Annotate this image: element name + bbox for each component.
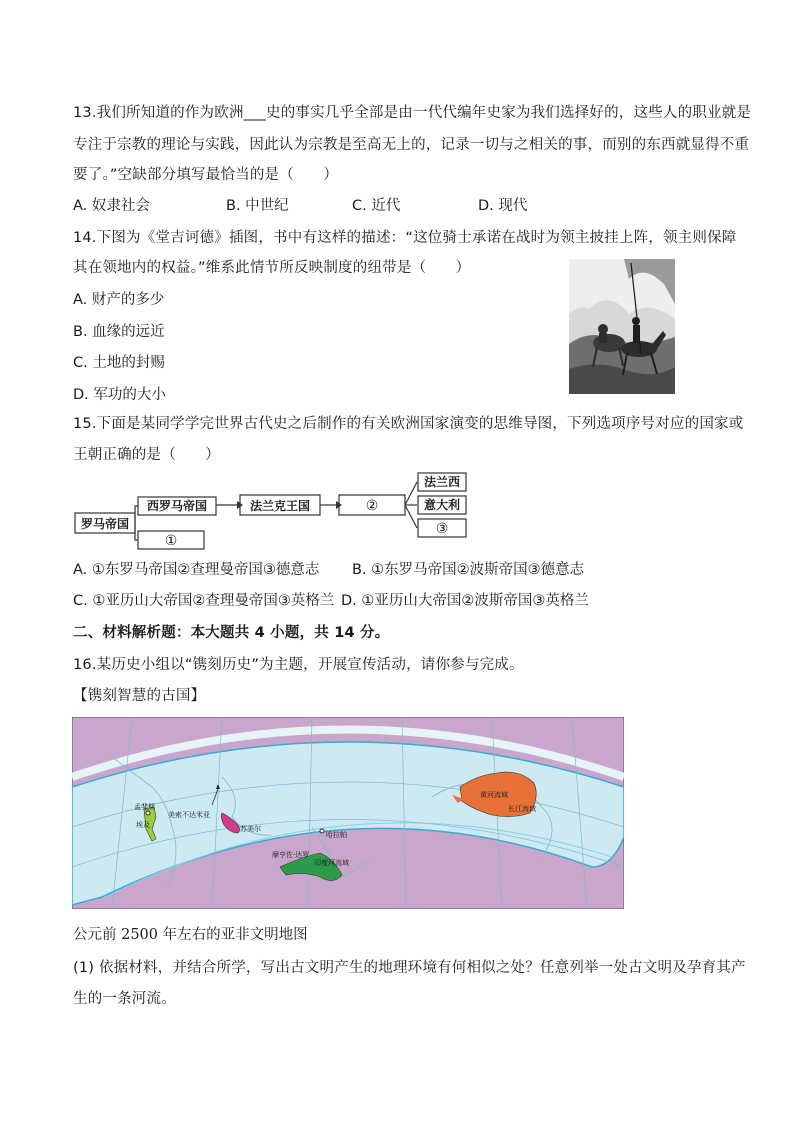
- q13-option-a[interactable]: A. 奴隶社会: [73, 198, 150, 214]
- mindmap-blank-1: ①: [164, 533, 178, 549]
- mindmap-france: 法兰西: [423, 475, 461, 489]
- q13-option-d[interactable]: D. 现代: [478, 198, 528, 214]
- q16-line-1: 16.某历史小组以“镌刻历史”为主题，开展宣传活动，请你参与完成。: [73, 657, 524, 673]
- q13-line-3: 要了。”空缺部分填写最恰当的是（ ）: [73, 167, 339, 183]
- q15-option-a[interactable]: A. ①东罗马帝国②查理曼帝国③德意志: [73, 562, 320, 578]
- q15-option-b[interactable]: B. ①东罗马帝国②波斯帝国③德意志: [352, 562, 585, 578]
- mindmap-root: 罗马帝国: [80, 517, 130, 531]
- label-mohenjo-daro: 摩亨佐·达罗: [272, 851, 310, 859]
- don-quixote-illustration: [569, 259, 675, 394]
- label-indus-valley: 印度河流域: [314, 859, 349, 867]
- q13-line-1: 13.我们所知道的作为欧洲___史的事实几乎全部是由一代代编年史家为我们选择好的，这些人的职业就是: [73, 105, 752, 121]
- ancient-civilizations-map: [72, 717, 624, 909]
- mindmap-italy: 意大利: [423, 498, 461, 512]
- europe-mindmap: [72, 470, 472, 555]
- section-heading: 二、材料解析题：本大题共 4 小题，共 14 分。: [73, 625, 390, 641]
- q14-option-d[interactable]: D. 军功的大小: [73, 387, 166, 403]
- q15-line-2: 王朝正确的是（ ）: [73, 447, 220, 463]
- label-harappa: 哈拉帕: [326, 831, 347, 839]
- label-memphis: 孟斐斯: [134, 803, 155, 811]
- q15-option-d[interactable]: D. ①亚历山大帝国②波斯帝国③英格兰: [341, 593, 589, 609]
- label-yangtze: 长江流域: [508, 805, 536, 813]
- label-sumer: 苏美尔: [240, 825, 261, 833]
- q15-line-1: 15.下面是某同学学完世界古代史之后制作的有关欧洲国家演变的思维导图，下列选项序号对应的国家或: [73, 416, 744, 432]
- q16-sub1-line-1: (1) 依据材料，并结合所学，写出古文明产生的地理环境有何相似之处？任意列举一处古文明及孕育其产: [73, 960, 746, 976]
- q14-line-1: 14.下图为《堂吉诃德》插图，书中有这样的描述：“这位骑士承诺在战时为领主披挂上阵，领主则保障: [73, 230, 737, 246]
- q13-option-c[interactable]: C. 近代: [352, 198, 401, 214]
- mindmap-blank-3: ③: [435, 521, 449, 537]
- mindmap-west-rome: 西罗马帝国: [146, 499, 208, 513]
- q13-line-2: 专注于宗教的理论与实践，因此认为宗教是至高无上的，记录一切与之相关的事，而别的东西就显得不重: [73, 137, 750, 153]
- label-mesopotamia: 美索不达米亚: [168, 811, 210, 819]
- map-caption: 公元前 2500 年左右的亚非文明地图: [73, 927, 308, 943]
- q15-option-c[interactable]: C. ①亚历山大帝国②查理曼帝国③英格兰: [73, 593, 335, 609]
- mindmap-blank-2: ②: [365, 498, 379, 514]
- q14-line-2: 其在领地内的权益。”维系此情节所反映制度的纽带是（ ）: [73, 260, 471, 276]
- mindmap-frank: 法兰克王国: [249, 499, 311, 513]
- label-egypt: 埃及: [136, 821, 150, 829]
- q16-subheading: 【镌刻智慧的古国】: [73, 688, 206, 704]
- q14-option-a[interactable]: A. 财产的多少: [73, 292, 165, 308]
- q13-option-b[interactable]: B. 中世纪: [226, 198, 289, 214]
- q14-option-b[interactable]: B. 血缘的远近: [73, 324, 165, 340]
- q14-option-c[interactable]: C. 土地的封赐: [73, 355, 165, 371]
- q16-sub1-line-2: 生的一条河流。: [73, 991, 176, 1007]
- label-yellow-river: 黄河流域: [480, 791, 508, 799]
